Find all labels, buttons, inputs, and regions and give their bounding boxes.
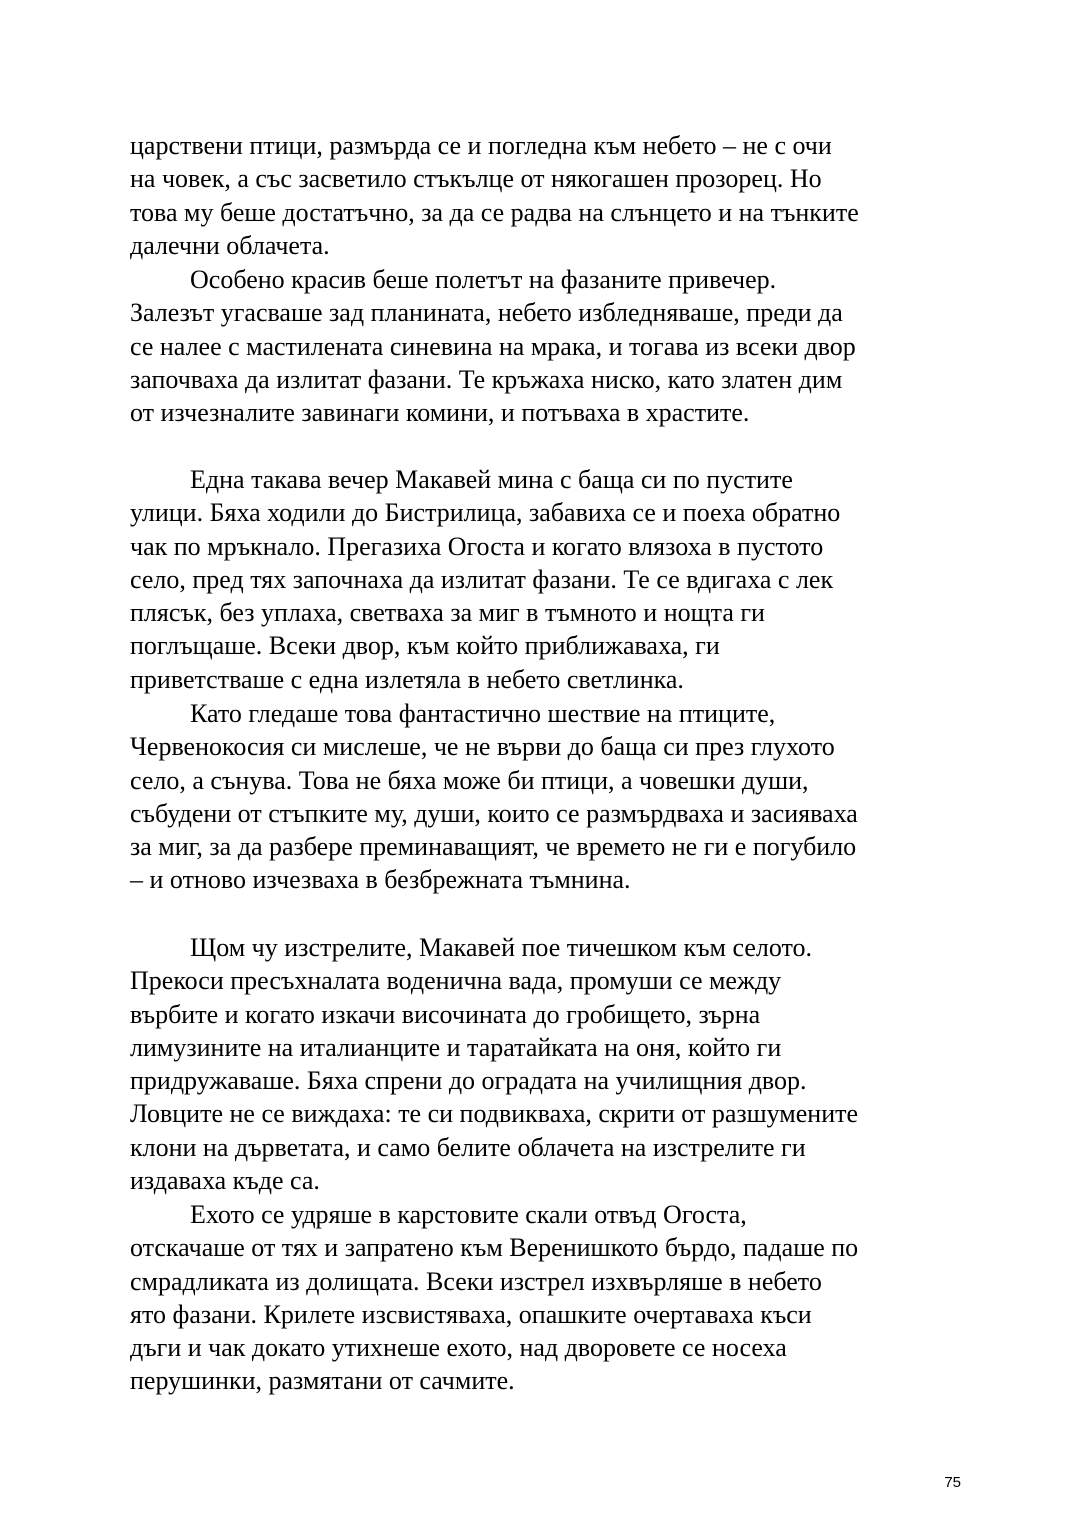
text-line: на човек, а със засветило стъкълце от някогашен прозорец. Но xyxy=(130,164,822,194)
text-line: Ловците не се виждаха: те си подвикваха, скрити от разшумените xyxy=(130,1099,859,1129)
text-line: улици. Бяха ходили до Бистрилица, забавиха се и поеха обратно xyxy=(130,498,841,528)
text-line: дъги и чак докато утихнеше ехото, над дворовете се носеха xyxy=(130,1333,787,1363)
text-line: село, а сънува. Това не бяха може би птици, а човешки души, xyxy=(130,765,809,795)
text-line: върбите и когато изкачи височината до гробището, зърна xyxy=(130,999,761,1029)
text-line: поглъщаше. Всеки двор, към който приближаваха, ги xyxy=(130,631,720,661)
text-line: смрадликата из долищата. Всеки изстрел изхвърляше в небето xyxy=(130,1266,822,1296)
text-line: придружаваше. Бяха спрени до оградата на училищния двор. xyxy=(130,1066,807,1096)
text-line: чак по мръкнало. Прегазиха Огоста и когато влязоха в пустото xyxy=(130,531,824,561)
text-line: за миг, за да разбере преминаващият, че времето не ги е погубило xyxy=(130,832,857,862)
text-line: Залезът угасваше зад планината, небето избледняваше, преди да xyxy=(130,298,843,328)
text-line: Ехото се удряше в карстовите скали отвъд Огоста, xyxy=(190,1200,747,1229)
text-line: се налее с мастилената синевина на мрака, и тогава из всеки двор xyxy=(130,331,856,361)
text-line: плясък, без уплаха, светваха за миг в тъмното и нощта ги xyxy=(130,598,765,628)
text-line: издаваха къде са. xyxy=(130,1166,320,1196)
text-line: перушинки, размятани от сачмите. xyxy=(130,1366,515,1396)
text-line: ято фазани. Крилете изсвистяваха, опашките очертаваха къси xyxy=(130,1299,812,1329)
paragraph-4 xyxy=(130,697,960,897)
text-line: лимузините на италианците и таратайката на оня, който ги xyxy=(130,1032,782,1062)
text-line: клони на дърветата, и само белите облачета на изстрелите ги xyxy=(130,1132,806,1162)
paragraph-2 xyxy=(130,263,960,429)
text-line: от изчезналите завинаги комини, и потъваха в храстите. xyxy=(130,398,750,428)
text-line: далечни облачета. xyxy=(130,230,330,260)
page-number: 75 xyxy=(944,1474,961,1491)
text-line: Една такава вечер Макавей мина с баща си по пустите xyxy=(190,465,793,494)
text-line: отскачаше от тях и запратено към Веренишкото бърдо, падаше по xyxy=(130,1233,859,1263)
text-line: Щом чу изстрелите, Макавей пое тичешком към селото. xyxy=(190,933,813,962)
text-line: събудени от стъпките му, души, които се размърдваха и засияваха xyxy=(130,798,858,828)
paragraph-5 xyxy=(130,931,960,1197)
text-line: приветстваше с една излетяла в небето светлинка. xyxy=(130,664,684,694)
text-line: Като гледаше това фантастично шествие на птиците, xyxy=(190,699,776,728)
text-line: започваха да излитат фазани. Те кръжаха ниско, като златен дим xyxy=(130,364,843,394)
text-line: царствени птици, размърда се и погледна към небето – не с очи xyxy=(130,131,832,160)
text-line: – и отново изчезваха в безбрежната тъмнина. xyxy=(130,865,631,895)
paragraph-6 xyxy=(130,1198,960,1398)
text-line: това му беше достатъчно, за да се радва на слънцето и на тънките xyxy=(130,197,859,227)
text-line: село, пред тях започнаха да излитат фазани. Те се вдигаха с лек xyxy=(130,564,834,594)
paragraph-1 xyxy=(130,129,960,262)
text-line: Прекоси пресъхналата воденична вада, промуши се между xyxy=(130,966,782,996)
paragraph-3 xyxy=(130,463,960,696)
text-line: Червенокосия си мислеше, че не върви до баща си през глухото xyxy=(130,732,835,762)
text-line: Особено красив беше полетът на фазаните привечер. xyxy=(190,265,777,294)
